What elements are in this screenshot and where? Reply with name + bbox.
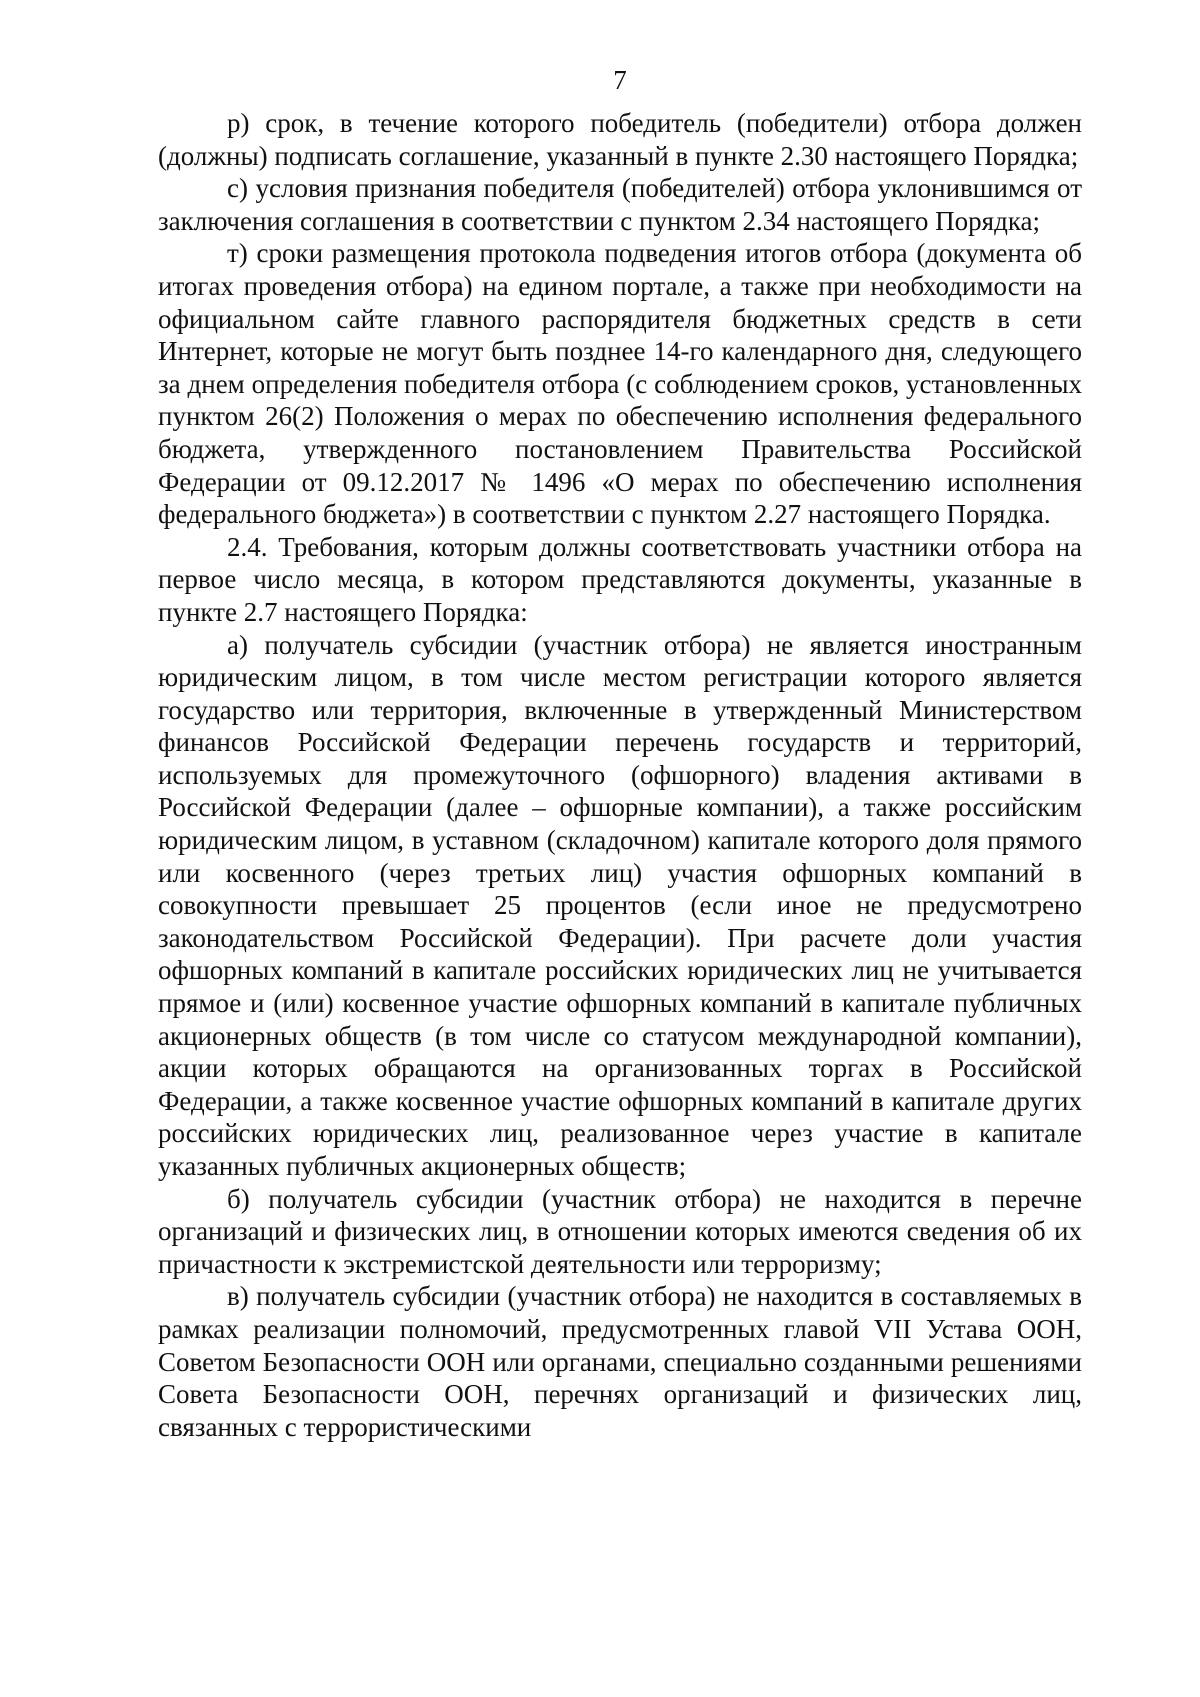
document-page (158, 64, 1082, 1443)
paragraph-2-4: 2.4. Требования, которым должны соответствовать участники отбора на первое число месяца, в котором представляются документы, указанные в пункте 2.7 настоящего Порядка: (158, 531, 1082, 627)
paragraph-b: б) получатель субсидии (участник отбора) не находится в перечне организаций и физических лиц, в отношении которых имеются сведения об их причастности к экстремистской деятельности или терроризму; (158, 1183, 1082, 1279)
page-number: 7 (613, 65, 627, 95)
paragraph-s: с) условия признания победителя (победителей) отбора уклонившимся от заключения соглашения в соответствии с пунктом 2.34 настоящего Порядка; (158, 173, 1082, 236)
paragraph-r: р) срок, в течение которого победитель (победители) отбора должен (должны) подписать соглашение, указанный в пункте 2.30 настоящего Порядка; (158, 108, 1082, 171)
paragraph-t: т) сроки размещения протокола подведения итогов отбора (документа об итогах проведения отбора) на едином портале, а также при необходимости на официальном сайте главного распорядителя бюджетных средств в сети Интернет, которые не могут быть позднее 14-го календарного дня, следующего за днем определения победителя отбора (с соблюдением сроков, установленных пунктом 26(2) Положения о мерах по обеспечению исполнения федерального бюджета, утвержденного постановлением Правительства Российской Федерации от 09.12.2017 № 1496 «О мерах по обеспечению исполнения федерального бюджета») в соответствии с пунктом 2.27 настоящего Порядка. (158, 238, 1082, 530)
paragraph-a: а) получатель субсидии (участник отбора) не является иностранным юридическим лицом, в том числе местом регистрации которого является государство или территория, включенные в утвержденный Министерством финансов Российской Федерации перечень государств и территорий, используемых для промежуточного (офшорного) владения активами в Российской Федерации (далее – офшорные компании), а также российским юридическим лицом, в уставном (складочном) капитале которого доля прямого или косвенного (через третьих лиц) участия офшорных компаний в совокупности превышает 25 процентов (если иное не предусмотрено законодательством Российской Федерации). При расчете доли участия офшорных компаний в капитале российских юридических лиц не учитывается прямое и (или) косвенное участие офшорных компаний в капитале публичных акционерных обществ (в том числе со статусом международной компании), акции которых обращаются на организованных торгах в Российской Федерации, а также косвенное участие офшорных компаний в капитале других российских юридических лиц, реализованное через участие в капитале указанных публичных акционерных обществ; (158, 629, 1082, 1181)
paragraph-v: в) получатель субсидии (участник отбора) не находится в составляемых в рамках реализации полномочий, предусмотренных главой VII Устава ООН, Советом Безопасности ООН или органами, специально созданными решениями Совета Безопасности ООН, перечнях организаций и физических лиц, связанных с террористическими (158, 1281, 1082, 1442)
